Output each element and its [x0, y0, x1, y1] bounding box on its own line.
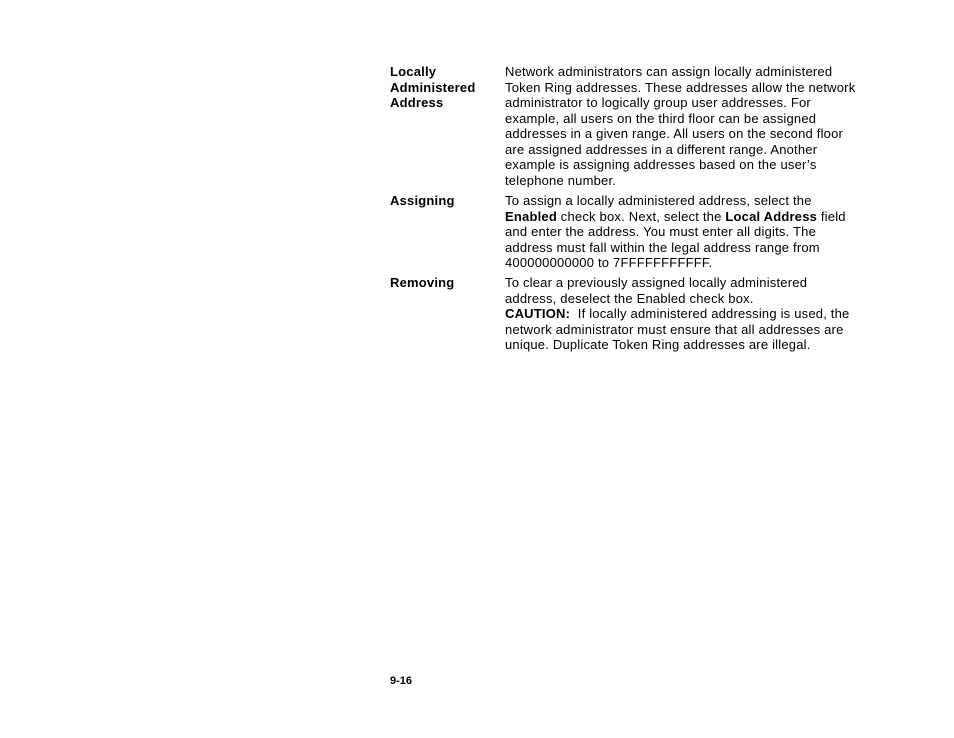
desc-line: and enter the address. You must enter all digits. The [505, 224, 816, 239]
term-description [505, 193, 915, 271]
desc-line: network administrator must ensure that all addresses are [505, 321, 844, 337]
desc-line: unique. Duplicate Token Ring addresses are illegal. [505, 337, 811, 352]
page-number: 9-16 [390, 675, 413, 687]
caution-label: CAUTION: [505, 306, 571, 321]
desc-line: administrator to logically group user addresses. For [505, 95, 811, 110]
desc-line: address, deselect the Enabled check box. [505, 290, 754, 306]
term-heading [390, 64, 500, 111]
desc-line: telephone number. [505, 172, 617, 188]
term-line: Address [390, 95, 444, 110]
desc-line: example is assigning addresses based on the user’s [505, 157, 817, 172]
desc-line: example, all users on the third floor can be assigned [505, 110, 817, 126]
desc-line: addresses in a given range. All users on the second floor [505, 126, 844, 141]
term-heading [390, 193, 500, 209]
desc-line [505, 209, 915, 225]
desc-text: check box. Next, select the [556, 208, 726, 224]
desc-line: To clear a previously assigned locally administered [505, 275, 808, 290]
caution-line [505, 306, 915, 322]
desc-line: Network administrators can assign locally administered [505, 64, 833, 79]
bold-local-address: Local Address [725, 208, 818, 224]
term-heading [390, 275, 500, 291]
desc-text: field [817, 208, 846, 224]
term-line: Locally [390, 64, 437, 79]
term-description [505, 64, 915, 188]
desc-line: To assign a locally administered address, select the [505, 193, 812, 208]
desc-line: 400000000000 to 7FFFFFFFFFFF. [505, 255, 713, 270]
term-line: Administered [390, 79, 476, 95]
desc-text: If locally administered addressing is used, the [570, 306, 850, 321]
desc-line: are assigned addresses in a different range. Another [505, 141, 818, 157]
bold-enabled: Enabled [505, 208, 557, 224]
term-line: Removing [390, 275, 455, 290]
desc-line: Token Ring addresses. These addresses allow the network [505, 79, 856, 95]
desc-line: address must fall within the legal address range from [505, 239, 820, 255]
term-line: Assigning [390, 193, 455, 208]
term-description [505, 275, 915, 353]
